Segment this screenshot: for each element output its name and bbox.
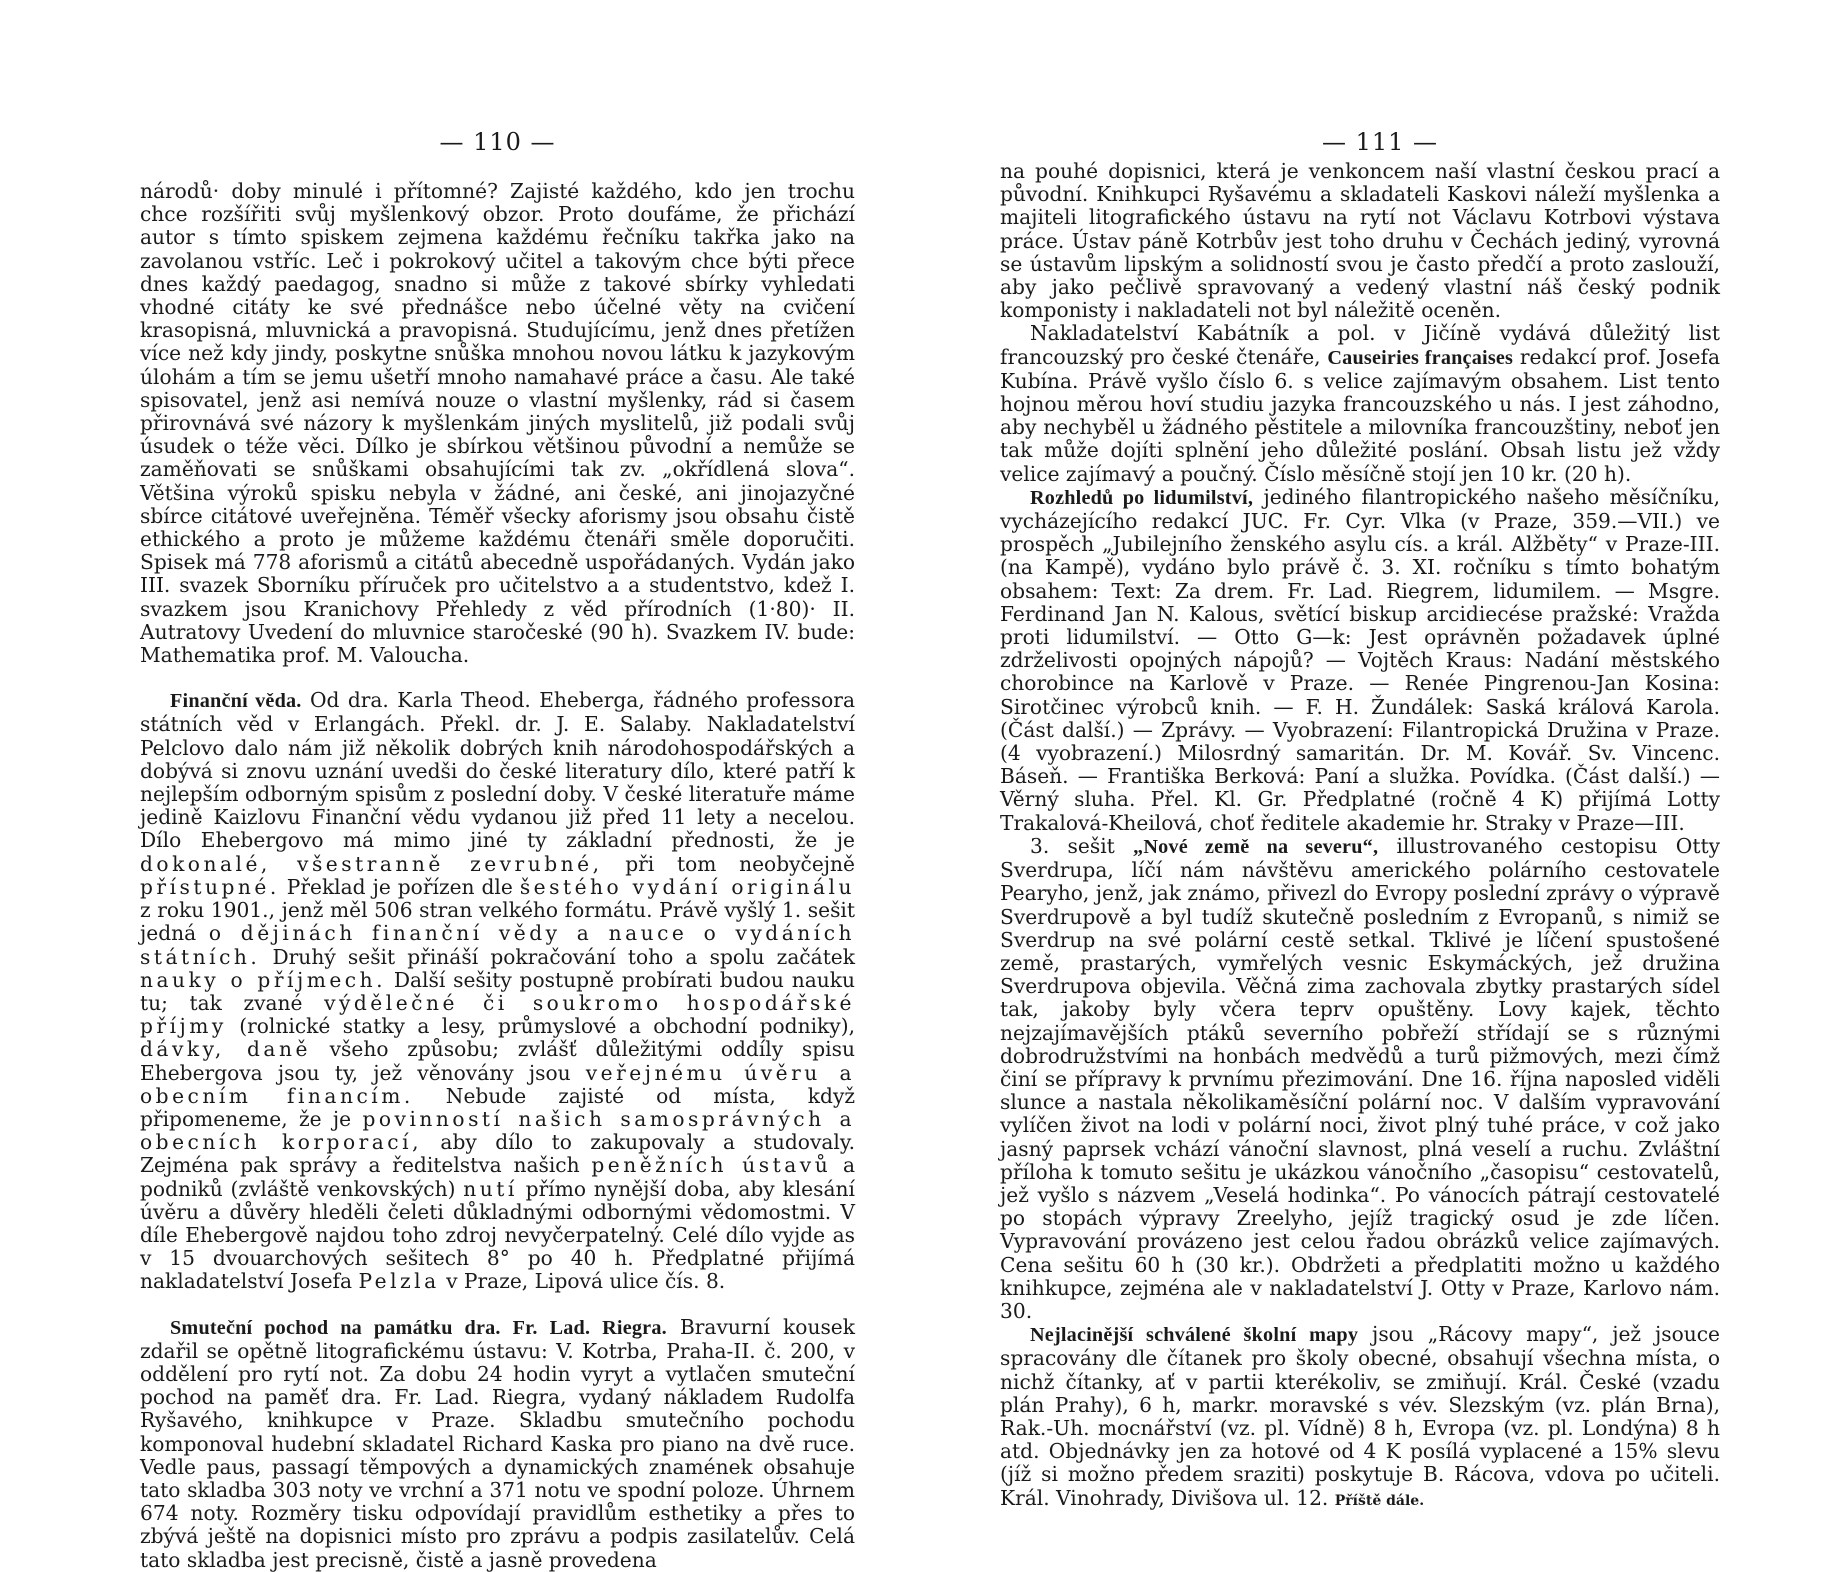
article-heading: Nejlacinější schválené školní mapy — [1030, 1324, 1359, 1347]
paragraph: národů· doby minulé i přítomné? Zajisté každého, kdo jen trochu chce rozšířiti svůj myšlenkový obzor. Proto doufáme, že přichází autor s tímto spiskem zejmena každému řečníku takřka jako na zavolanou vstříc. Leč i pokrokový učitel a takovým chce býti přece dnes každý paedagog, snadno si může z takové sbírky vyhledati vhodné citáty ke své přednášce nebo účelné věty na cvičení krasopisná, mluvnická a pravopisná. Studujícímu, jenž dnes přetížen více než kdy jindy, poskytne snůška mnohou novou látku k jazykovým úlohám a tím se jemu ušetří mnoho namahavé práce a času. Ale také spisovatel, jenž asi nemívá nouze o vlastní myšlenky, rád si časem přirovnává své názory k myšlenkám jiných myslitelů, již podali svůj úsudek o téže věci. Dílko je sbírkou většinou původní a nemůže se zaměňovati se snůškami obsahujícími tak zv. „okřídlená slova“. Většina výroků spisku nebyla v žádné, ani české, ani jinojazyčné sbírce citátové uveřejněna. Téměř všecky aforismy jsou obsahu čistě ethického a proto je můžeme každému čtenáři směle doporučiti. Spisek má 778 aforismů a citátů abecedně uspořádaných. Vydán jako III. svazek Sborníku příruček pro učitelstvo a a studentstvo, kdež I. svazkem jsou Kranichovy Přehledy z věd přírodních (1·80)· II. Autratovy Uvedení do mluvnice staročeské (90 h). Svazkem IV. bude: Mathematika prof. M. Valoucha. — [140, 179, 855, 668]
article-heading: Causeiries françaises — [1327, 346, 1514, 369]
paragraph: 3. sešit „Nové země na severu“, illustrovaného cestopisu Otty Sverdrupa, líčí nám návštěvu amerického polárního cestovatele Pearyho, jenž, jak známo, přivezl do Evropy poslední zprávy o výpravě Sverdrupově a byl tudíž skutečně posledním z Evropanů, s nimiž se Sverdrup na své polární cestě setkal. Tklivé je líčení spustošené země, prastarých, vymřelých vesnic Eskymáckých, jež družina Sverdrupova objevila. Věčná zima zachovala zbytky prastarých sídel tak, jakoby byly včera teprv opuštěny. Lovy kajek, těchto nejzajímavějších ptáků severního pobřeží střídají se s různými dobrodružstvími na honbách medvědů a turů pižmových, mezi čímž činí se přípravy k prvnímu přezimování. Dne 16. října naposled viděli slunce a nastala několikaměsíční polární noc. V dalším vypravování vylíčen život na lodi v polární noci, život plný tuhé práce, v což jako jasný paprsek vchází vánoční slavnost, plná veselí a ruchu. Zvláštní příloha k tomuto sešitu je ukázkou vánočního „časopisu“ cestovatelů, jež vyšlo s názvem „Veselá hodinka“. Po vánocích pátrají cestovatelé po stopách výpravy Zreelyho, jejíž tragický osud je zde líčen. Vypravování provázeno jest celou řadou obrázků velice zajímavých. Cena sešitu 60 h (30 kr.). Obdržeti a předplatiti možno u každého knihkupce, zejména ale v nakladatelství J. Otty v Praze, Karlovo nám. 30. — [1000, 833, 1720, 1323]
article-heading: Finanční věda. — [170, 690, 302, 713]
paragraph: Smuteční pochod na památku dra. Fr. Lad. Riegra. Bravurní kousek zdařil se opětně litografickému ústavu: V. Kotrba, Praha-II. č. 200, v oddělení pro rytí not. Za dobu 24 hodin vyryt a vytlačen smuteční pochod na paměť dra. Fr. Lad. Riegra, vydaný nákladem Rudolfa Ryšavého, knihkupce v Praze. Skladbu smutečního pochodu komponoval hudební skladatel Richard Kaska pro piano na dvě ruce. Vedle paus, passagí těmpových a dynamických znamének obsahuje tato skladba 303 noty ve vrchní a 371 notu ve spodní poloze. Úhrnem 674 noty. Rozměry tisku odpovídají pravidlům esthetiky a přes to zbývá ještě na dopisnici místo pro zprávu a podpis zasilatelův. Celá tato skladba jest precisně, čistě a jasně provedena — [140, 1314, 855, 1572]
left-page — [140, 0, 856, 1572]
paragraph: Rozhledů po lidumilství, jediného filantropického našeho měsíčníku, vycházejícího redakcí JUC. Fr. Cyr. Vlka (v Praze, 359.—VII.) ve prospěch „Jubilejního ženského asylu cís. a král. Alžběty“ v Praze-III. (na Kampě), vydáno bylo právě č. 3. XI. ročníku s tímto bohatým obsahem: Text: Za drem. Fr. Lad. Riegrem, lidumilem. — Msgre. Ferdinand Jan N. Kalous, světící biskup arcidiecése pražské: Vražda proti lidumilství. — Otto G—k: Jest oprávněn požadavek úplné zdrželivosti opojných nápojů? — Vojtěch Kraus: Nadání městského chorobince na Karlově v Praze. — Renée Pingrenou-Jan Kosina: Sirotčinec výrobců knih. — F. H. Žundálek: Saská králová Karola. (Část další.) — Zprávy. — Vyobrazení: Filantropická Družina v Praze. (4 vyobrazení.) Milosrdný samaritán. Dr. M. Kovář. Sv. Vincenc. Báseň. — Františka Berková: Paní a služka. Povídka. (Část další.) — Věrný sluha. Přel. Kl. Gr. Předplatné (ročně 4 K) přijímá Lotty Trakalová-Kheilová, choť ředitele akademie hr. Straky v Praze—III. — [1000, 484, 1720, 835]
article-heading: Rozhledů po lidumilství, — [1030, 486, 1254, 509]
right-page-text — [1000, 160, 1720, 1513]
continuation-note: Příště dále. — [1334, 1492, 1425, 1509]
left-page-text — [140, 180, 855, 1572]
page-number-right: — 111 — — [1321, 128, 1439, 156]
paragraph: na pouhé dopisnici, která je venkoncem naší vlastní českou prací a původní. Knihkupci Ryšavému a skladateli Kaskovi náleží myšlenka a majiteli litografického ústavu na rytí not Václavu Kotrbovi výstava práce. Ústav páně Kotrbův jest toho druhu v Čechách jediný, vyrovná se ústavům lipským a solidností svou je často předčí a proto zaslouží, aby jako pečlivě spravovaný a vedený vlastní náš český podnik komponisty i nakladateli not byl náležitě oceněn. — [1000, 159, 1720, 323]
article-heading: „Nové země na severu“, — [1133, 835, 1379, 858]
article-heading: Smuteční pochod na památku dra. Fr. Lad. Riegra. — [170, 1316, 667, 1339]
paragraph: Finanční věda. Od dra. Karla Theod. Eheberga, řádného professora státních věd v Erlangách. Překl. dr. J. E. Salaby. Nakladatelství Pelclovo dalo nám již několik dobrých knih národohospodářských a dobývá si znovu uznání uvedši do české literatury dílo, které patří k nejlepším odborným spisům z poslední doby. V české literatuře máme jedině Kaizlovu Finanční vědu vydanou již před 11 lety a necelou. Dílo Ehebergovo má mimo jiné ty základní přednosti, že je dokonalé, všestranně zevrubné, při tom neobyčejně přístupné. Překlad je pořízen dle šestého vydání originálu z roku 1901., jenž měl 506 stran velkého formátu. Právě vyšlý 1. sešit jedná o dějinách finanční vědy a nauce o vydáních státních. Druhý sešit přináší pokračování toho a spolu začátek nauky o příjmech. Další sešity postupně probírati budou nauku tu; tak zvané výdělečné či soukromo hospodářské příjmy (rolnické statky a lesy, průmyslové a obchodní podniky), dávky, daně všeho způsobu; zvlášť důležitými oddíly spisu Ehebergova jsou ty, jež věnovány jsou veřejnému úvěru a obecním financím. Nebude zajisté od místa, když připomeneme, že je povinností našich samosprávných a obecních korporací, aby dílo to zakupovaly a studovaly. Zejména pak správy a ředitelstva našich peněžních ústavů a podniků (zvláště venkovských) nutí přímo nynější doba, aby klesání úvěru a důvěry hleděli čeleti důkladnými odbornými vědomostmi. V díle Ehebergově najdou toho zdroj nevyčerpatelný. Celé dílo vyjde as v 15 dvouarchových sešitech 8° po 40 h. Předplatné přijímá nakladatelství Josefa Pelzla v Praze, Lipová ulice čís. 8. — [140, 688, 856, 1294]
paragraph: Nakladatelství Kabátník a pol. v Jičíně vydává důležitý list francouzský pro české čtenáře, Causeiries françaises redakcí prof. Josefa Kubína. Právě vyšlo číslo 6. s velice zajímavým obsahem. List tento hojnou měrou hoví studiu jazyka francouzského u nás. I jest záhodno, aby nechyběl u žádného pěstitele a milovníka francouzštiny, neboť jen tak může dojíti splnění jeho důležité poslání. Obsah listu jež vždy velice zajímavý a poučný. Číslo měsíčně stojí jen 10 kr. (20 h). — [1000, 321, 1721, 486]
paragraph: Nejlacinější schválené školní mapy jsou „Rácovy mapy“, jež jsouce spracovány dle čítanek pro školy obecné, obsahují všechna místa, o nichž čítanky, ať v partii kterékoliv, se zmiňují. Král. České (vzadu plán Prahy), 6 h, markr. moravské s vév. Slezským (vz. plán Brna), Rak.-Uh. mocnářství (vz. pl. Vídně) 8 h, Evropa (vz. pl. Londýna) 8 h atd. Objednávky jen za hotové od 4 K posílá vyplacené a 15% slevu (jíž si možno předem sraziti) poskytuje B. Rácova, vdova po učiteli. Král. Vinohrady, Divišova ul. 12. Příště dále. — [1000, 1322, 1720, 1510]
right-page — [1000, 0, 1721, 1510]
page-number-left: — 110 — — [439, 128, 556, 156]
